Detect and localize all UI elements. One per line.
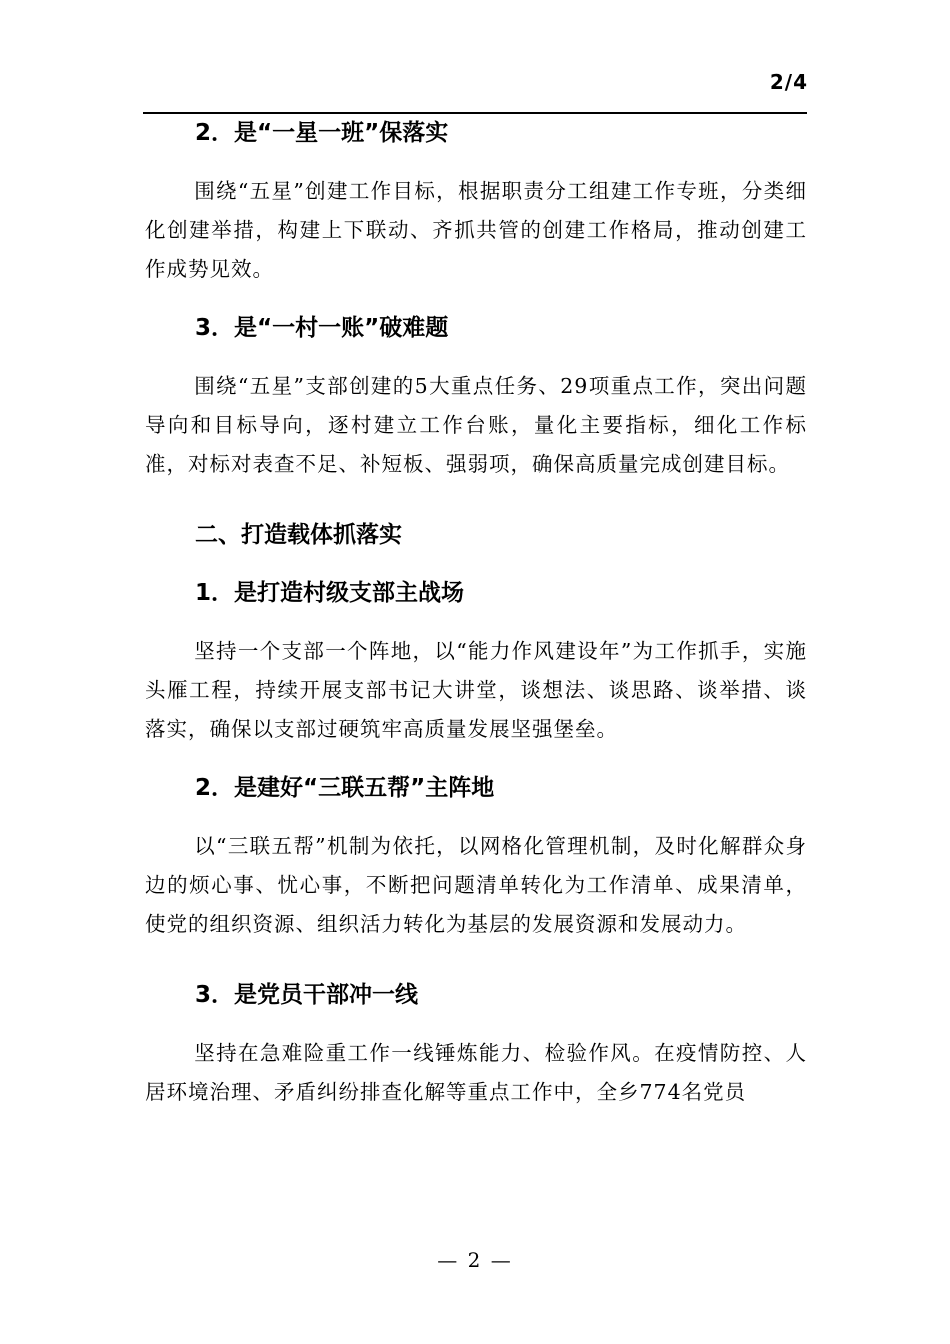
heading-part-two: 二、打造载体抓落实: [195, 522, 402, 548]
paragraph-main-position: 以“三联五帮”机制为依托，以网格化管理机制，及时化解群众身边的烦心事、忧心事，不断把问题清单转化为工作清单、成果清单，使党的组织资源、组织活力转化为基层的发展资源和发展动力。: [145, 834, 807, 936]
page-number-footer: — 2 —: [437, 1248, 513, 1272]
paragraph-main-battlefield: 坚持一个支部一个阵地，以“能力作风建设年”为工作抓手，实施头雁工程，持续开展支部书记大讲堂，谈想法、谈思路、谈举措、谈落实，确保以支部过硬筑牢高质量发展坚强堡垒。: [145, 639, 807, 741]
heading-one-village-one-ledger: 3．是“一村一账”破难题: [195, 315, 449, 341]
document-body: [145, 114, 807, 1112]
paragraph-party-members-frontline: 坚持在急难险重工作一线锤炼能力、检验作风。在疫情防控、人居环境治理、矛盾纠纷排查化解等重点工作中，全乡774名党员: [145, 1041, 807, 1104]
heading-one-star-one-team: 2．是“一星一班”保落实: [195, 120, 449, 146]
paragraph-one-village-one-ledger: 围绕“五星”支部创建的5大重点任务、29项重点工作，突出问题导向和目标导向，逐村建立工作台账，量化主要指标，细化工作标准，对标对表查不足、补短板、强弱项，确保高质量完成创建目标。: [145, 374, 807, 476]
paragraph-one-star-one-team: 围绕“五星”创建工作目标，根据职责分工组建工作专班，分类细化创建举措，构建上下联动、齐抓共管的创建工作格局，推动创建工作成势见效。: [145, 179, 807, 281]
page-counter: 2/4: [769, 70, 808, 94]
heading-main-position: 2．是建好“三联五帮”主阵地: [195, 775, 495, 801]
heading-party-members-frontline: 3．是党员干部冲一线: [195, 982, 419, 1008]
heading-main-battlefield: 1．是打造村级支部主战场: [195, 580, 465, 606]
